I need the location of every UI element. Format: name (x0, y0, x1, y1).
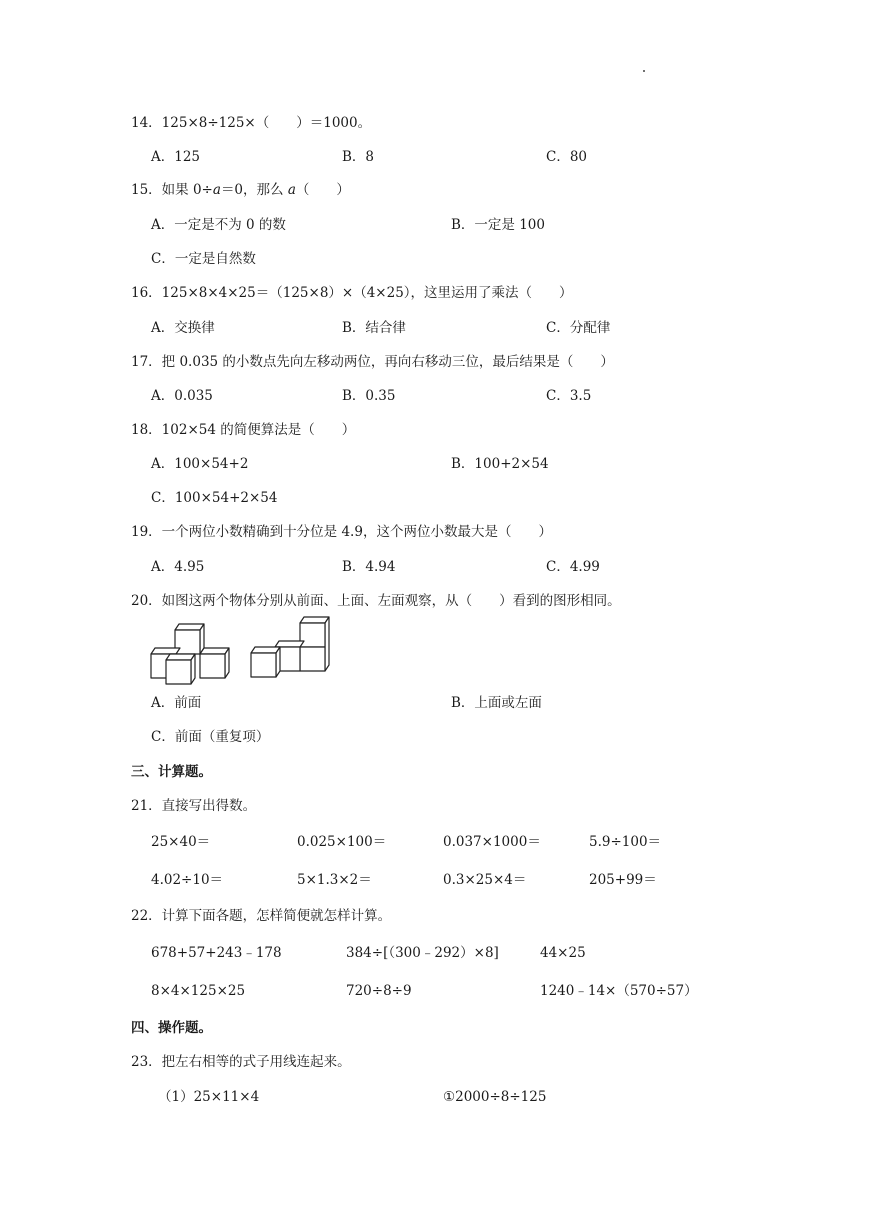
q14-option-c: C．80 (546, 149, 588, 165)
q18-option-b: B．100+2×54 (451, 456, 549, 472)
q14-stem: 14．125×8÷125×（ ）＝1000。 (131, 115, 372, 131)
q21-item: 205+99＝ (589, 872, 657, 888)
q17-option-b: B．0.35 (342, 388, 396, 404)
q22-item: 1240﹣14×（570÷57） (540, 983, 698, 999)
q16-option-a: A．交换律 (151, 320, 215, 336)
q15-stem-post: （ ） (295, 182, 350, 198)
q23-right-1: ①2000÷8÷125 (443, 1089, 547, 1105)
q21-item: 4.02÷10＝ (151, 872, 224, 888)
q22-item: 384÷[（300﹣292）×8] (346, 945, 499, 961)
q21-item: 5×1.3×2＝ (297, 872, 372, 888)
q22-item: 44×25 (540, 945, 586, 961)
q21-item: 25×40＝ (151, 834, 211, 850)
q19-option-b: B．4.94 (342, 559, 396, 575)
cube-figures (148, 615, 338, 685)
q18-option-c: C．100×54+2×54 (151, 490, 278, 506)
q21-item: 0.025×100＝ (297, 834, 387, 850)
q23-left-1: （1）25×11×4 (158, 1089, 260, 1105)
q16-option-b: B．结合律 (342, 320, 406, 336)
q20-option-a: A．前面 (151, 695, 202, 711)
q15-option-b: B．一定是 100 (451, 217, 545, 233)
q21-stem: 21．直接写出得数。 (131, 798, 257, 814)
q21-item: 0.3×25×4＝ (443, 872, 527, 888)
q20-stem: 20．如图这两个物体分别从前面、上面、左面观察，从（ ）看到的图形相同。 (131, 593, 621, 609)
cube-object-1 (151, 624, 229, 684)
page-dot (643, 70, 645, 72)
q15-stem-mid: ＝0，那么 (220, 182, 288, 198)
q15-option-c: C．一定是自然数 (151, 251, 256, 267)
q16-option-c: C．分配律 (546, 320, 611, 336)
q17-stem: 17．把 0.035 的小数点先向左移动两位，再向右移动三位，最后结果是（ ） (131, 354, 614, 370)
q21-item: 5.9÷100＝ (589, 834, 662, 850)
q23-stem: 23．把左右相等的式子用线连起来。 (131, 1054, 351, 1070)
q14-option-b: B．8 (342, 149, 375, 165)
q22-stem: 22．计算下面各题，怎样简便就怎样计算。 (131, 908, 392, 924)
q21-item: 0.037×1000＝ (443, 834, 541, 850)
section-3-title: 三、计算题。 (131, 764, 212, 780)
q15-stem (131, 181, 350, 199)
q20-option-b: B．上面或左面 (451, 695, 542, 711)
q15-option-a: A．一定是不为 0 的数 (151, 217, 286, 233)
q18-option-a: A．100×54+2 (151, 456, 249, 472)
section-4-title: 四、操作题。 (131, 1020, 212, 1036)
q19-stem: 19．一个两位小数精确到十分位是 4.9，这个两位小数最大是（ ） (131, 524, 552, 540)
q22-item: 678+57+243﹣178 (151, 945, 282, 961)
q22-item: 8×4×125×25 (151, 983, 246, 999)
q15-variable-2: a (287, 182, 296, 198)
q14-option-a: A．125 (151, 149, 201, 165)
q17-option-c: C．3.5 (546, 388, 592, 404)
cube-object-2 (251, 617, 329, 677)
q19-option-c: C．4.99 (546, 559, 600, 575)
q15-stem-pre: 15．如果 0÷ (131, 182, 213, 198)
q17-option-a: A．0.035 (151, 388, 213, 404)
q15-variable: a (212, 182, 221, 198)
q20-option-c: C．前面（重复项） (151, 729, 270, 745)
q16-stem: 16．125×8×4×25＝（125×8）×（4×25），这里运用了乘法（ ） (131, 285, 573, 301)
q22-item: 720÷8÷9 (346, 983, 412, 999)
q19-option-a: A．4.95 (151, 559, 205, 575)
q18-stem: 18．102×54 的简便算法是（ ） (131, 422, 356, 438)
